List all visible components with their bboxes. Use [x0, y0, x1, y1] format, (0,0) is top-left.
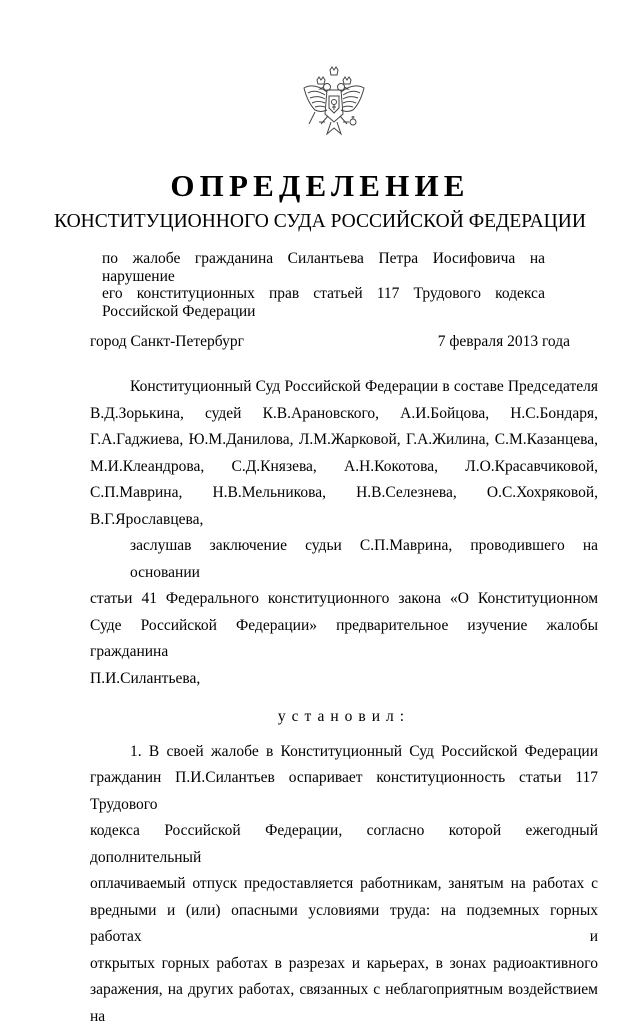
- matter-line: его конституционных прав статьей 117 Трудового кодекса: [102, 285, 545, 302]
- composition-line: В.Г.Ярославцева,: [90, 510, 204, 528]
- matter-line: по жалобе гражданина Силантьева Петра Иосифовича на нарушение: [102, 250, 545, 285]
- point1-line: 1. В своей жалобе в Конституционный Суд Российской Федерации: [130, 742, 598, 760]
- point1-line: кодекса Российской Федерации, согласно которой ежегодный дополнительный: [90, 822, 598, 866]
- point1-line: оплачиваемый отпуск предоставляется работникам, занятым на работах с: [90, 875, 598, 892]
- composition-line: Г.А.Гаджиева, Ю.М.Данилова, Л.М.Жарковой, Г.А.Жилина, С.М.Казанцева,: [90, 431, 598, 448]
- hearing-line: заслушав заключение судьи С.П.Маврина, проводившего на основании: [130, 537, 598, 581]
- point1-line: заражения, на других работах, связанных с неблагоприятным воздействием на: [90, 981, 598, 1025]
- document-title: ОПРЕДЕЛЕНИЕ: [170, 168, 470, 203]
- ruling-heading: установил:: [277, 708, 411, 725]
- court-name: КОНСТИТУЦИОННОГО СУДА РОССИЙСКОЙ ФЕДЕРАЦИИ: [54, 211, 586, 232]
- composition-line: С.П.Маврина, Н.В.Мельникова, Н.В.Селезнева, О.С.Хохряковой,: [90, 484, 598, 501]
- point1-line: гражданин П.И.Силантьев оспаривает конституционность статьи 117 Трудового: [90, 769, 598, 813]
- document-body: [90, 374, 598, 1030]
- composition-line: Конституционный Суд Российской Федерации в составе Председателя: [130, 378, 598, 395]
- hearing-line: Суде Российской Федерации» предварительное изучение жалобы гражданина: [90, 616, 598, 660]
- hearing-line: П.И.Силантьева,: [90, 669, 201, 687]
- point1-line: вредными и (или) опасными условиями труда: на подземных горных работах и: [90, 901, 598, 945]
- matter-line: Российской Федерации: [102, 302, 256, 320]
- russian-coat-of-arms-icon: [301, 66, 367, 138]
- hearing-line: статьи 41 Федерального конституционного закона «О Конституционном: [90, 590, 598, 607]
- composition-line: М.И.Клеандрова, С.Д.Князева, А.Н.Кокотова, Л.О.Красавчиковой,: [90, 457, 598, 475]
- city: город Санкт-Петербург: [90, 333, 244, 350]
- composition-line: В.Д.Зорькина, судей К.В.Арановского, А.И.Бойцова, Н.С.Бондаря,: [90, 404, 598, 422]
- point1-line: открытых горных работах в разрезах и карьерах, в зонах радиоактивного: [90, 954, 598, 972]
- date: 7 февраля 2013 года: [437, 333, 570, 350]
- case-matter: [102, 250, 545, 320]
